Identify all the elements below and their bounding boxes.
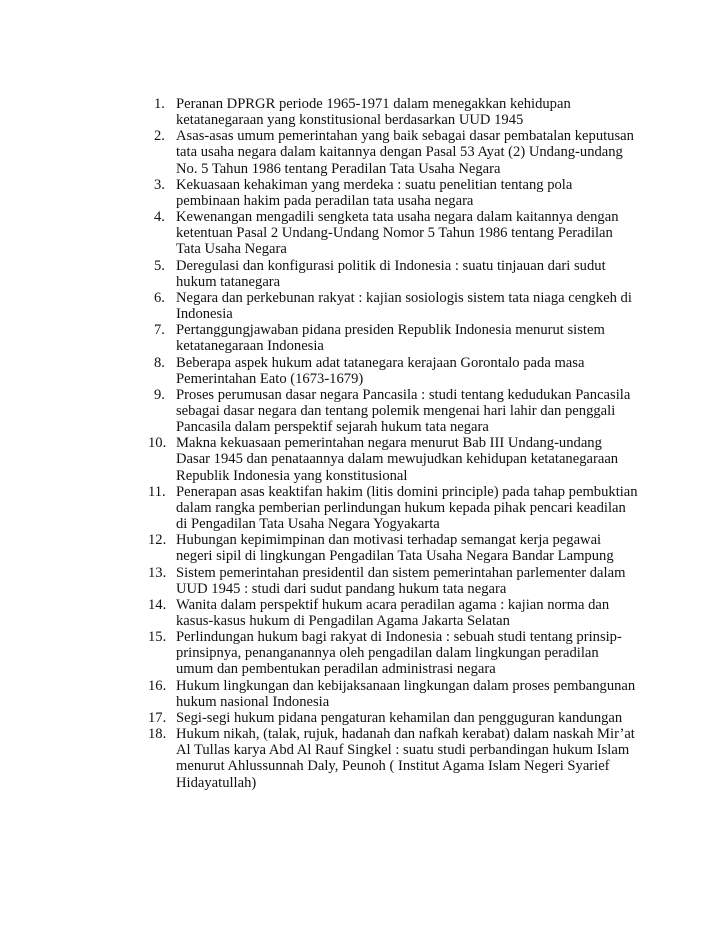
list-item-text: Peranan DPRGR periode 1965-1971 dalam menegakkan kehidupan ketatanegaraan yang konstitusional berdasarkan UUD 1945 bbox=[176, 96, 571, 129]
list-item-number: 13. bbox=[148, 564, 167, 581]
list-item-text: Perlindungan hukum bagi rakyat di Indonesia : sebuah studi tentang prinsip-prinsipnya, penanganannya oleh pengadilan dalam lingkungan peradilan umum dan pembentukan peradilan administrasi negara bbox=[176, 629, 622, 678]
list-item-number: 11. bbox=[148, 483, 166, 500]
list-item bbox=[148, 177, 638, 209]
list-item-text: Negara dan perkebunan rakyat : kajian sosiologis sistem tata niaga cengkeh di Indonesia bbox=[176, 289, 632, 323]
list-item-text: Deregulasi dan konfigurasi politik di Indonesia : suatu tinjauan dari sudut hukum tatanegara bbox=[176, 257, 606, 290]
list-item bbox=[148, 96, 638, 128]
list-item-text: Sistem pemerintahan presidentil dan sistem pemerintahan parlementer dalam UUD 1945 : studi dari sudut pandang hukum tata negara bbox=[176, 564, 626, 597]
list-item bbox=[148, 355, 638, 387]
list-item-number: 1. bbox=[154, 96, 165, 112]
list-item-text: Hukum nikah, (talak, rujuk, hadanah dan nafkah kerabat) dalam naskah Mir’at Al Tullas karya Abd Al Rauf Singkel : suatu studi perbandingan hukum Islam menurut Ahlussunnah Daly, Peunoh ( Institut Agama Islam Negeri Syarief Hidayatullah) bbox=[176, 726, 635, 791]
list-item-text: Proses perumusan dasar negara Pancasila : studi tentang kedudukan Pancasila sebagai dasar negara dan tentang polemik mengenai hari lahir dan penggali Pancasila dalam perspektif sejarah hukum tata negara bbox=[176, 386, 631, 436]
list-item-text: Penerapan asas keaktifan hakim (litis domini principle) pada tahap pembuktian dalam rangka pemberian perlindungan hukum kepada pihak pencari keadilan di Pengadilan Tata Usaha Negara Yogyakarta bbox=[176, 483, 638, 533]
list-item-number: 16. bbox=[148, 677, 167, 694]
list-item bbox=[148, 209, 638, 257]
list-item bbox=[148, 565, 638, 597]
list-item-text: Makna kekuasaan pemerintahan negara menurut Bab III Undang-undang Dasar 1945 dan penataannya dalam mewujudkan kehidupan ketatanegaraan Republik Indonesia yang konstitusional bbox=[176, 435, 619, 484]
list-item-text: Kekuasaan kehakiman yang merdeka : suatu penelitian tentang pola pembinaan hakim pada peradilan tata usaha negara bbox=[176, 176, 573, 209]
list-item-number: 6. bbox=[154, 289, 165, 306]
list-item bbox=[148, 387, 638, 435]
list-item-number: 18. bbox=[148, 726, 167, 743]
list-item-text: Wanita dalam perspektif hukum acara peradilan agama : kajian norma dan kasus-kasus hukum di Pengadilan Agama Jakarta Selatan bbox=[176, 596, 610, 629]
list-item-text: Beberapa aspek hukum adat tatanegara kerajaan Gorontalo pada masa Pemerintahan Eato (1673-1679) bbox=[176, 354, 585, 387]
list-item-number: 17. bbox=[148, 709, 167, 726]
list-item-text: Kewenangan mengadili sengketa tata usaha negara dalam kaitannya dengan ketentuan Pasal 2 Undang-Undang Nomor 5 Tahun 1986 tentang Peradilan Tata Usaha Negara bbox=[176, 209, 619, 258]
list-item bbox=[148, 322, 638, 354]
list-item-number: 3. bbox=[154, 176, 165, 193]
list-item bbox=[148, 128, 638, 176]
list-item-number: 15. bbox=[148, 629, 167, 646]
list-item-text: Pertanggungjawaban pidana presiden Republik Indonesia menurut sistem ketatanegaraan Indonesia bbox=[176, 322, 605, 355]
list-item-number: 14. bbox=[148, 596, 167, 613]
list-item bbox=[148, 629, 638, 677]
list-item bbox=[148, 435, 638, 483]
list-item-text: Hubungan kepimimpinan dan motivasi terhadap semangat kerja pegawai negeri sipil di lingkungan Pengadilan Tata Usaha Negara Bandar Lampung bbox=[176, 532, 614, 565]
list-item-number: 12. bbox=[148, 532, 167, 549]
list-item bbox=[148, 710, 638, 726]
list-item-number: 10. bbox=[148, 435, 167, 452]
list-item-number: 8. bbox=[154, 354, 165, 371]
list-item bbox=[148, 258, 638, 290]
list-item bbox=[148, 726, 638, 791]
list-item-number: 4. bbox=[154, 209, 165, 226]
list-item bbox=[148, 484, 638, 532]
list-item-number: 2. bbox=[154, 128, 165, 145]
list-item-number: 5. bbox=[154, 257, 165, 274]
list-item bbox=[148, 290, 638, 322]
list-item-number: 7. bbox=[154, 322, 165, 339]
thesis-title-list bbox=[148, 96, 638, 791]
list-item-text: Segi-segi hukum pidana pengaturan kehamilan dan pengguguran kandungan bbox=[176, 709, 623, 726]
list-item bbox=[148, 597, 638, 629]
list-item bbox=[148, 678, 638, 710]
list-item-number: 9. bbox=[154, 386, 165, 403]
list-item-text: Asas-asas umum pemerintahan yang baik sebagai dasar pembatalan keputusan tata usaha negara dalam kaitannya dengan Pasal 53 Ayat (2) Undang-undang No. 5 Tahun 1986 tentang Peradilan Tata Usaha Negara bbox=[176, 128, 634, 177]
list-item-text: Hukum lingkungan dan kebijaksanaan lingkungan dalam proses pembangunan hukum nasional Indonesia bbox=[176, 677, 636, 710]
list-item bbox=[148, 532, 638, 564]
